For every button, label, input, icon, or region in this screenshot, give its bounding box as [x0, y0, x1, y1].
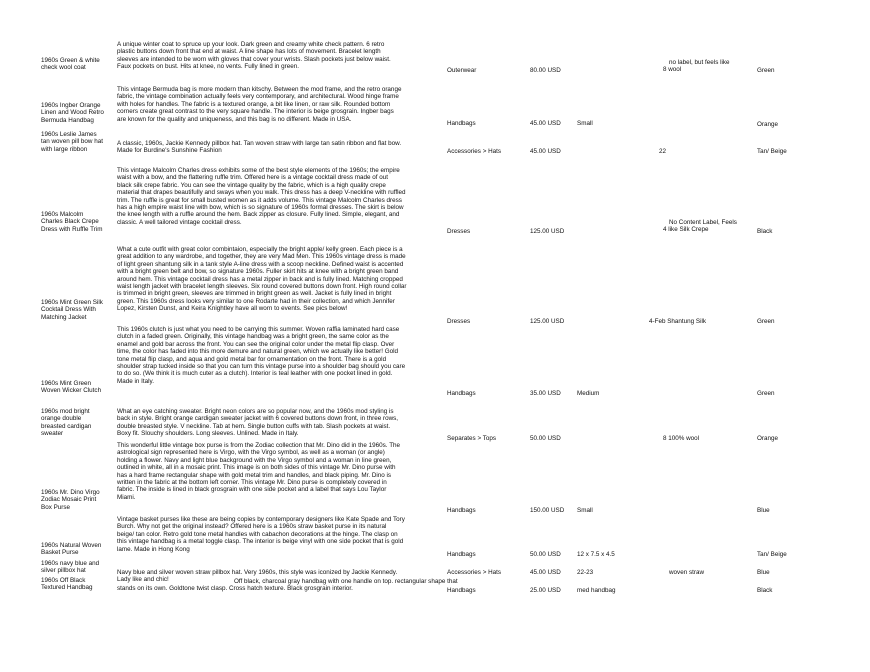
product-category: Dresses	[447, 228, 471, 235]
product-price: 45.00 USD	[530, 148, 561, 155]
product-color: Orange	[757, 435, 779, 442]
product-price: 150.00 USD	[530, 507, 565, 514]
product-material: woven straw	[669, 569, 704, 576]
product-size: 22-23	[577, 569, 594, 576]
product-title: 1960s Leslie James tan woven pill bow hat with large ribbon	[41, 131, 103, 153]
product-description: What an eye catching sweater. Bright neon colors are so popular now, and the 1960s mod styling is back in style. Bright orange cardigan sweater jacket with 6 covered buttons down front, in three rows, double breasted style. V neckline. Tab at hem. Single button cuffs with tab. Slash pockets at waist. Boxy fit. Slouchy shoulders. Long sleeves. Unlined. Made in Italy.	[117, 408, 399, 438]
product-material: No Content Label, Feels 4 like Silk Crepe	[663, 219, 737, 234]
product-description: This 1960s clutch is just what you need to be carrying this summer. Woven raffia laminated hard case clutch in a faded green. Originally, this vintage handbag was a bright green, the same color as the enamel and gold bar across the front. You can see the original color under the metal flip clasp. Over time, the color has faded into this more demure and natural green, which we actually like better! Gold tone metal flip clasp, and aqua and gold metal bar for ornamentation on the front. There is a gold shoulder strap tucked inside so that you can turn this vintage purse into a shoulder bag should you care to do so. (We think it is much cuter as a clutch). Interior is teal leather with one pocket lined in gold. Made in Italy.	[117, 326, 406, 385]
product-color: Green	[757, 390, 775, 397]
product-title: 1960s mod bright orange double breasted cardigan sweater	[41, 408, 92, 438]
product-color: Tan/ Beige	[757, 551, 787, 558]
product-description: This vintage Malcolm Charles dress exhibits some of the best style elements of the 1960s; the empire waist with a bow, and the flattering ruffle trim. Offered here is a vintage cocktail dress made of out black silk crepe fabric. You can see the vintage quality by the fabric, which is a high quality crepe material that drapes beautifully and sways when you walk. This dress has a deep V-neckline with ruffled trim. The ruffle is great for small busted women as it adds volume. This vintage Malcolm Charles dress has a high empire waist line with bow, which is so signature of 1960s formal dresses. The skirt is below the knee length with a ruffle around the hem. Back zipper as closure. Fully lined. Simple, elegant, and classic. A well tailored vintage cocktail dress.	[117, 167, 406, 226]
product-material: 8 100% wool	[663, 435, 700, 442]
product-color: Green	[757, 318, 775, 325]
product-description: What a cute outfit with great color combintaion, especially the bright apple/ kelly green. Each piece is a great addition to any wardrobe, and together, they are very Mad Men. This 1960s vintage dress is made of light green shantung silk in a tank style A-line dress with a scoop neckline. Defined waist is accented with a bright green belt and bow, so signature 1960s. Fuller skirt hits at knee with a bright green band around hem. This vintage cocktail dress has a metal zipper in back and is fully lined. Matching cropped waist length jacket with bracelet length sleeves. Six round covered buttons down front. High round collar is trimmed in bright green, sleeves are trimmed in bright green as well. Jacket is fully lined in bright green. This 1960s dress looks very similar to one Rodarte had in their collection, and which Jennifer Lopez, Kirsten Dunst, and Keira Knightley have all worn to events. See pics below!	[117, 246, 407, 313]
product-color: Orange	[757, 121, 779, 128]
product-material: 4-Feb Shantung Silk	[649, 318, 707, 325]
product-size: Small	[577, 507, 593, 514]
product-category: Accessories > Hats	[447, 569, 502, 576]
product-category: Handbags	[447, 551, 476, 558]
product-category: Outerwear	[447, 67, 477, 74]
product-size: med handbag	[577, 587, 616, 594]
product-category: Handbags	[447, 390, 476, 397]
product-description: This vintage Bermuda bag is more modern than kitschy. Between the mod frame, and the retro orange fabric, the vintage combination actually feels very contemporary, and architectural. Wood hinge frame with holes for handles. The fabric is a textured orange, a bit like linen, or raw silk. Rounded bottom corners create great contrast to the very square handle. The interior is beige grosgrain. Ingber bags are known for the quality and uniqueness, and this bag is no different. Made in USA.	[117, 86, 402, 123]
product-title: 1960s navy blue and silver pillbox hat	[41, 560, 100, 575]
product-title: 1960s Off Black Textured Handbag	[41, 577, 93, 592]
product-size: Small	[577, 120, 593, 127]
product-color: Black	[757, 228, 773, 235]
product-price: 45.00 USD	[530, 120, 561, 127]
product-material: no label, but feels like 8 wool	[663, 59, 730, 74]
product-description: Off black, charcoal gray handbag with one handle on top. rectangular shape that stands on its own. Goldtone twist clasp. Cross hatch texture. Black grosgrain interior.	[117, 578, 458, 593]
product-category: Handbags	[447, 507, 476, 514]
product-color: Blue	[757, 569, 770, 576]
product-title: 1960s Malcolm Charles Black Crepe Dress with Ruffle Trim	[41, 211, 103, 233]
product-description: This wonderful little vintage box purse is from the Zodiac collection that Mr. Dino did in the 1960s. The astrological sign represented here is Virgo, with the Virgo symbol, as well as a woman (or angle) holding a flower. Navy and light blue background with the Virgo symbol and a woman in line green, outlined in white, all in a mosaic print. This image is on both sides of this vintage Mr. Dino purse with has a hard frame rectangular shape with gold metal trim and handles, and black piping. Mr. Dino is written in the fabric at the bottom left corner. This vintage Mr. Dino purse is completely covered in fabric. The inside is lined in black grosgrain with one side pocket and a label that says Lou Taylor Miami.	[117, 442, 401, 501]
product-category: Dresses	[447, 318, 471, 325]
product-title: 1960s Mr. Dino Virgo Zodiac Mosaic Print Box Purse	[41, 489, 100, 511]
product-price: 45.00 USD	[530, 569, 561, 576]
product-color: Black	[757, 587, 773, 594]
product-description: Navy blue and silver woven straw pillbox hat. Very 1960s, this style was iconized by Jackie Kennedy. Lady like and chic!	[117, 569, 398, 584]
product-description: A unique winter coat to spruce up your look. Dark green and creamy white check pattern. 6 retro plastic buttons down front that end at waist. A line shape has lots of movement. Bracelet length sleeves are intended to be worn with gloves that cover your wrists. Slash pockets just below waist. Faux pockets on bust. Hits at knee, no vents. Fully lined in green.	[117, 41, 391, 71]
product-category: Separates > Tops	[447, 435, 497, 442]
product-category: Handbags	[447, 587, 476, 594]
product-material: 22	[659, 148, 667, 155]
product-size: Medium	[577, 390, 600, 397]
product-title: 1960s Natural Woven Basket Purse	[41, 542, 102, 557]
product-price: 125.00 USD	[530, 318, 565, 325]
product-price: 80.00 USD	[530, 67, 561, 74]
product-price: 25.00 USD	[530, 587, 561, 594]
product-title: 1960s Green & white check wool coat	[41, 57, 100, 72]
product-title: 1960s Ingber Orange Linen and Wood Retro Bermuda Handbag	[41, 102, 104, 124]
product-size: 12 x 7.5 x 4.5	[577, 551, 615, 558]
product-description: A classic, 1960s, Jackie Kennedy pillbox hat. Tan woven straw with large tan satin ribbon and flat bow. Made for Burdine's Sunshine Fashion	[117, 140, 402, 155]
product-price: 50.00 USD	[530, 435, 561, 442]
product-description: Vintage basket purses like these are being copies by contemporary designers like Kate Spade and Tory Burch. Why not get the original instead? Offered here is a 1960s straw basket purse in its natural beige/ tan color. Retro gold tone metal handles with cabachon decorations at the hinge. The clasp on this vintage handbag is a metal toggle clasp. The interior is beige vinyl with one side pocket that is gold lame. Made in Hong Kong	[117, 516, 405, 553]
product-category: Accessories > Hats	[447, 148, 502, 155]
product-category: Handbags	[447, 120, 476, 127]
product-color: Blue	[757, 507, 770, 514]
product-price: 35.00 USD	[530, 390, 561, 397]
product-price: 50.00 USD	[530, 551, 561, 558]
product-price: 125.00 USD	[530, 228, 565, 235]
product-color: Green	[757, 67, 775, 74]
product-color: Tan/ Beige	[757, 148, 787, 155]
product-title: 1960s Mint Green Woven Wicker Clutch	[41, 380, 102, 395]
product-title: 1960s Mint Green Silk Cocktail Dress With Matching Jacket	[41, 299, 103, 321]
